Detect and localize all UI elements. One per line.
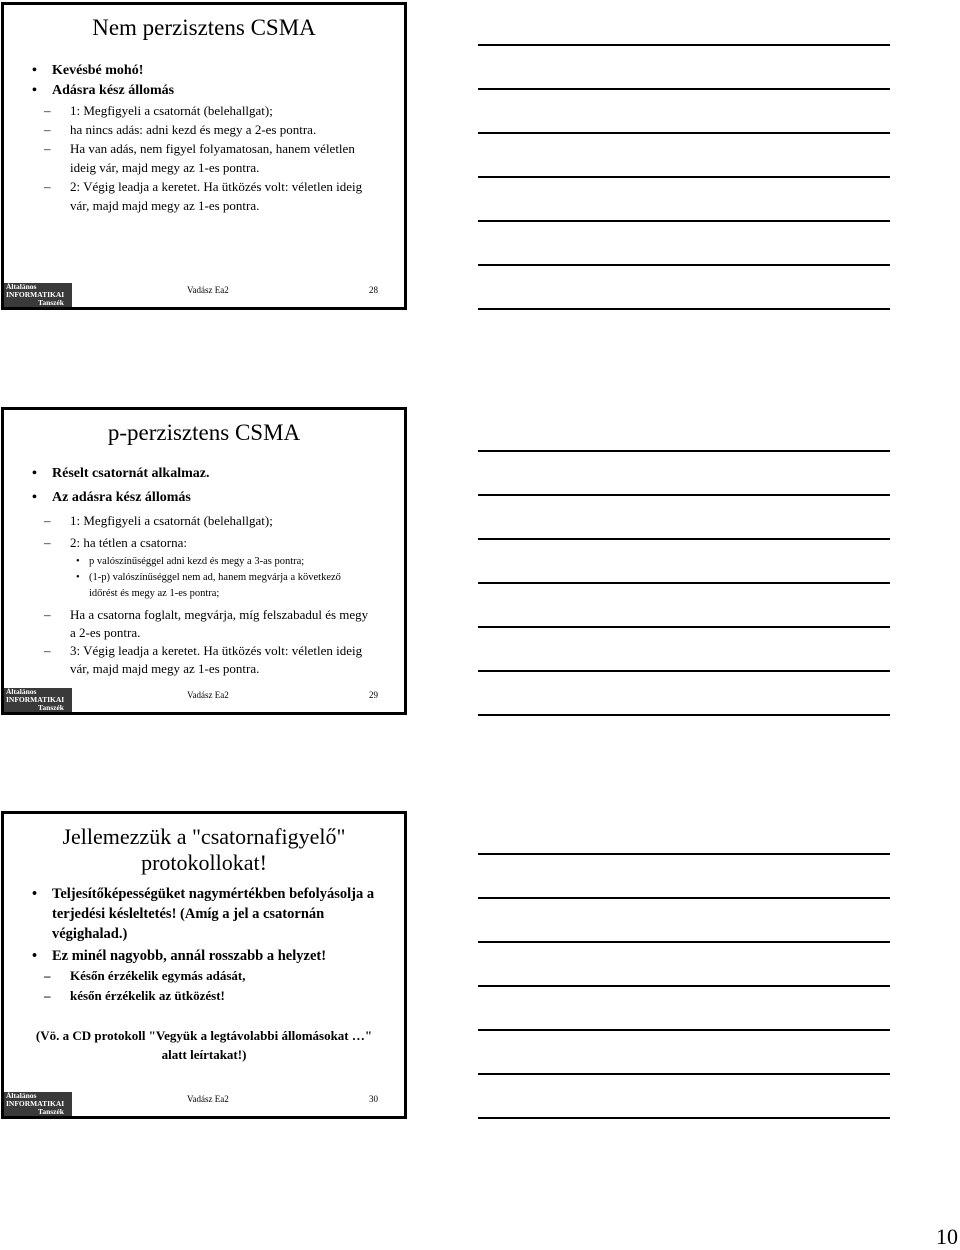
list-item: – 1: Megfigyeli a csatornát (belehallgat); [4,101,404,120]
slide-number: 29 [369,690,378,700]
list-item: – 1: Megfigyeli a csatornát (belehallgat); [4,510,404,532]
logo: Általános INFORMATIKAI Tanszék [4,688,72,712]
note-line [478,308,890,310]
footer-author: Vadász Ea2 [187,285,229,295]
page-number: 10 [936,1224,958,1249]
slide-28 [1,2,407,310]
note-line [478,450,890,452]
list-item: • Ez minél nagyobb, annál rosszabb a helyzet! [4,946,404,966]
note-line [478,670,890,672]
bullet-list [4,884,404,1006]
slide-title: Jellemezzük a "csatornafigyelő" protokollokat! [62,824,346,875]
slide-number: 28 [369,285,378,295]
note-line [478,538,890,540]
note-line [478,220,890,222]
note-line [478,897,890,899]
slide-note: (Vö. a CD protokoll "Vegyük a legtávolabbi állomásokat …" alatt leírtakat!) [35,1028,373,1062]
list-item: • Az adásra kész állomás [4,486,404,510]
note-line [478,853,890,855]
note-line [478,88,890,90]
note-line [478,44,890,46]
note-line [478,132,890,134]
list-item: • p valószínűséggel adni kezd és megy a 3-as pontra; [4,554,404,570]
slide-footer [4,1086,404,1116]
note-line [478,626,890,628]
list-item: – 2: ha tétlen a csatorna: [4,532,404,554]
note-line [478,1117,890,1119]
footer-author: Vadász Ea2 [187,690,229,700]
list-item: – ha nincs adás: adni kezd és megy a 2-es pontra. [4,120,404,139]
logo: Általános INFORMATIKAI Tanszék [4,283,72,307]
slide-title: p-perzisztens CSMA [107,420,301,445]
bullet-list [4,61,404,215]
note-line [478,1073,890,1075]
list-item: • Adásra kész állomás [4,81,404,101]
slide-footer [4,277,404,307]
note-line [478,714,890,716]
note-line [478,1029,890,1031]
bullet-list [4,462,404,678]
list-item: • Réselt csatornát alkalmaz. [4,462,404,486]
slide-footer [4,682,404,712]
note-line [478,176,890,178]
slide-title: Nem perzisztens CSMA [92,15,316,40]
list-item: • (1-p) valószínűséggel nem ad, hanem megvárja a következő időrést és megy az 1-es pontra; [4,570,404,602]
list-item: – későn érzékelik az ütközést! [4,986,404,1006]
list-item: • Kevésbé mohó! [4,61,404,81]
note-line [478,985,890,987]
note-line [478,582,890,584]
logo: Általános INFORMATIKAI Tanszék [4,1092,72,1116]
list-item: – 2: Végig leadja a keretet. Ha ütközés volt: véletlen ideig vár, majd majd megy az 1-es pontra. [4,177,404,215]
list-item: – 3: Végig leadja a keretet. Ha ütközés volt: véletlen ideig vár, majd majd megy az 1-es pontra. [4,642,404,678]
note-line [478,264,890,266]
list-item: – Ha a csatorna foglalt, megvárja, míg felszabadul és megy a 2-es pontra. [4,606,404,642]
note-line [478,494,890,496]
slide-29 [1,407,407,715]
slide-30 [1,811,407,1119]
list-item: – Ha van adás, nem figyel folyamatosan, hanem véletlen ideig vár, majd megy az 1-es pontra. [4,139,404,177]
list-item: – Későn érzékelik egymás adását, [4,966,404,986]
note-line [478,941,890,943]
footer-author: Vadász Ea2 [187,1094,229,1104]
list-item: • Teljesítőképességüket nagymértékben befolyásolja a terjedési késleltetés! (Amíg a jel a csatornán végighalad.) [4,884,404,944]
slide-number: 30 [369,1094,378,1104]
